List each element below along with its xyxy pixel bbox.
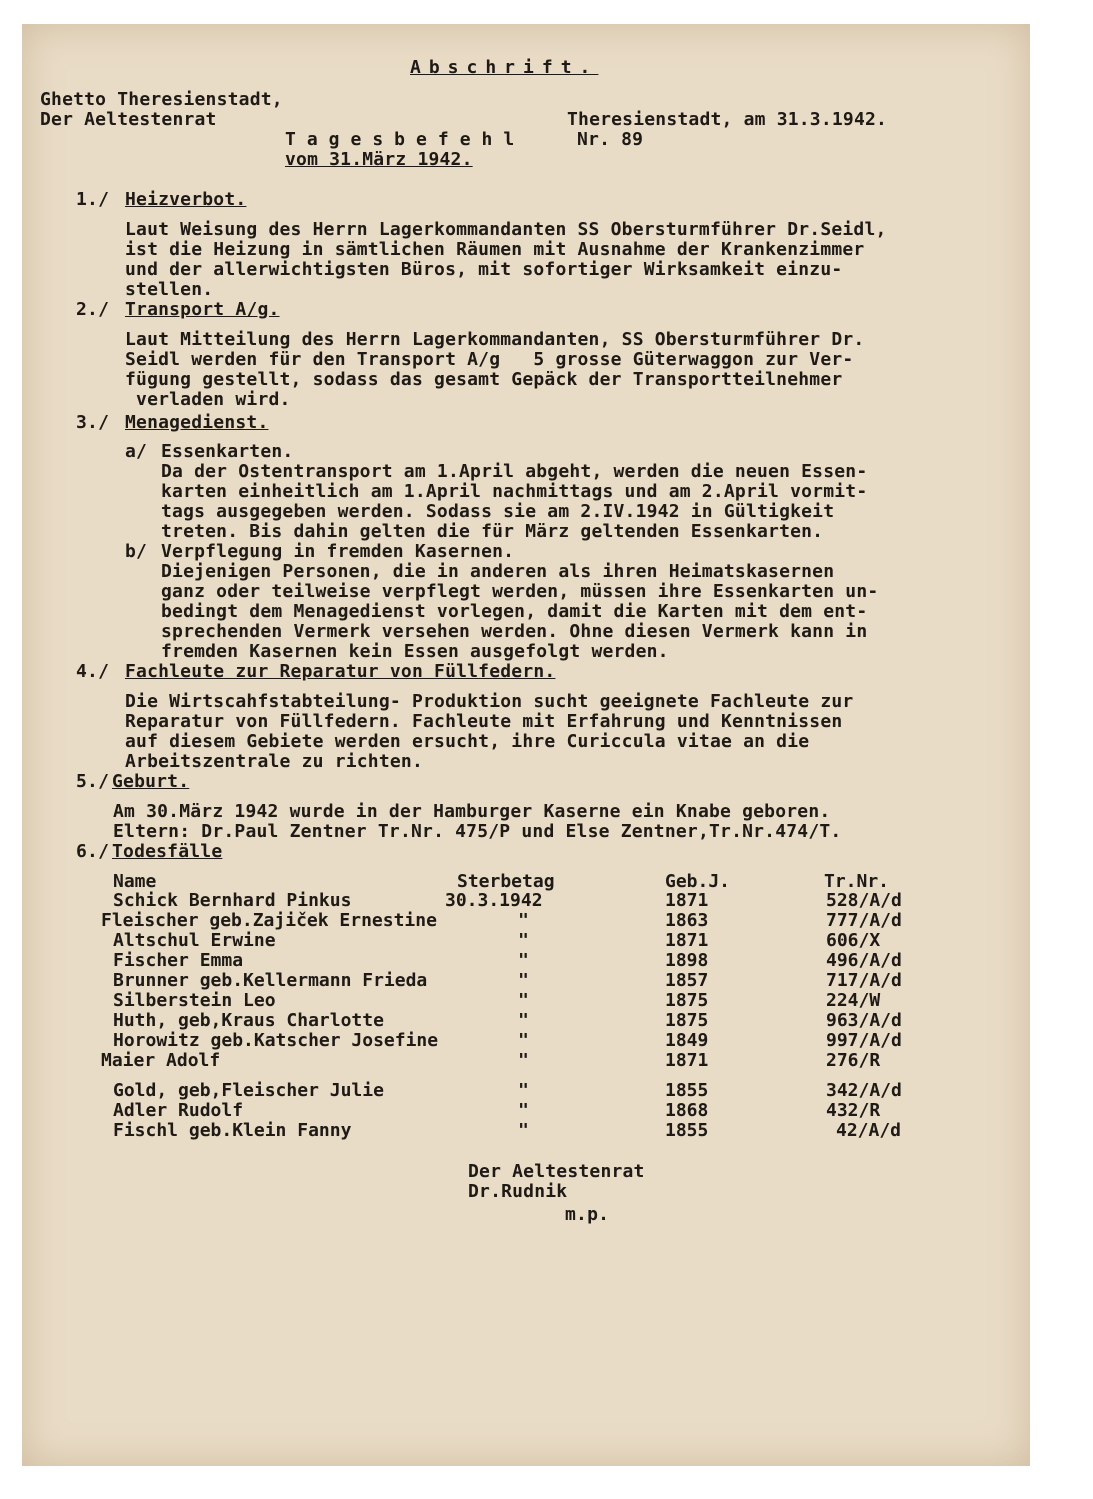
section-number: 3./ [76, 412, 110, 433]
row-birth-year: 1871 [665, 1050, 709, 1071]
sender-line-1: Ghetto Theresienstadt, [40, 89, 283, 110]
table-header-transport-number: Tr.Nr. [824, 871, 890, 892]
row-transport-number: 528/A/d [826, 890, 902, 911]
row-transport-number: 496/A/d [826, 950, 902, 971]
signature-line-3: m.p. [565, 1204, 610, 1225]
row-name: Schick Bernhard Pinkus [113, 890, 352, 911]
row-birth-year: 1855 [665, 1080, 709, 1101]
row-birth-year: 1849 [665, 1030, 709, 1051]
section-number: 2./ [76, 299, 110, 320]
section-heading: Todesfälle [112, 841, 223, 862]
row-birth-year: 1871 [665, 890, 709, 911]
row-name: Maier Adolf [101, 1050, 221, 1071]
row-death-date: " [518, 1030, 529, 1051]
row-death-date: " [518, 1100, 529, 1121]
table-header-name: Name [113, 871, 157, 892]
row-death-date: " [518, 1010, 529, 1031]
text-line: ist die Heizung in sämtlichen Räumen mit Ausnahme der Krankenzimmer [125, 239, 865, 260]
text-line: Am 30.März 1942 wurde in der Hamburger Kaserne ein Knabe geboren. [113, 801, 831, 822]
text-line: treten. Bis dahin gelten die für März geltenden Essenkarten. [161, 521, 824, 542]
row-birth-year: 1875 [665, 990, 709, 1011]
text-line: verladen wird. [125, 389, 291, 410]
text-line: Arbeitszentrale zu richten. [125, 751, 423, 772]
text-line: karten einheitlich am 1.April nachmittags und am 2.April vormit- [161, 481, 868, 502]
section-number: 6./ [76, 841, 110, 862]
place-date: Theresienstadt, am 31.3.1942. [567, 109, 888, 130]
text-line: Laut Weisung des Herrn Lagerkommandanten SS Obersturmführer Dr.Seidl, [125, 219, 887, 240]
section-number: 5./ [76, 771, 110, 792]
text-line: Die Wirtscahfstabteilung- Produktion sucht geeignete Fachleute zur [125, 691, 854, 712]
order-label: Tagesbefehl [285, 129, 526, 150]
row-transport-number: 717/A/d [826, 970, 902, 991]
row-transport-number: 777/A/d [826, 910, 902, 931]
row-death-date: " [518, 1050, 529, 1071]
row-birth-year: 1898 [665, 950, 709, 971]
row-transport-number: 276/R [826, 1050, 881, 1071]
row-transport-number: 997/A/d [826, 1030, 902, 1051]
row-name: Brunner geb.Kellermann Frieda [113, 970, 428, 991]
subsection-label: b/ [125, 541, 148, 562]
row-death-date: " [518, 1080, 529, 1101]
subsection-heading: Verpflegung in fremden Kasernen. [161, 541, 515, 562]
row-name: Gold, geb,Fleischer Julie [113, 1080, 384, 1101]
row-birth-year: 1863 [665, 910, 709, 931]
text-line: Laut Mitteilung des Herrn Lagerkommandanten, SS Obersturmführer Dr. [125, 329, 865, 350]
section-heading: Heizverbot. [125, 189, 247, 210]
row-birth-year: 1875 [665, 1010, 709, 1031]
section-heading: Transport A/g. [125, 299, 280, 320]
text-line: Eltern: Dr.Paul Zentner Tr.Nr. 475/P und Else Zentner,Tr.Nr.474/T. [113, 821, 842, 842]
text-line: fügung gestellt, sodass das gesamt Gepäck der Transportteilnehmer [125, 369, 843, 390]
row-transport-number: 963/A/d [826, 1010, 902, 1031]
row-birth-year: 1868 [665, 1100, 709, 1121]
row-name: Huth, geb,Kraus Charlotte [113, 1010, 384, 1031]
text-line: sprechenden Vermerk versehen werden. Ohne diesen Vermerk kann in [161, 621, 868, 642]
text-line: fremden Kasernen kein Essen ausgefolgt werden. [161, 641, 669, 662]
order-date: vom 31.März 1942. [285, 149, 473, 170]
row-death-date: " [518, 930, 529, 951]
row-transport-number: 42/A/d [836, 1120, 902, 1141]
section-number: 1./ [76, 189, 110, 210]
text-line: und der allerwichtigsten Büros, mit sofortiger Wirksamkeit einzu- [125, 259, 843, 280]
row-birth-year: 1871 [665, 930, 709, 951]
text-line: stellen. [125, 279, 214, 300]
signature-line-2: Dr.Rudnik [468, 1181, 568, 1202]
text-line: ganz oder teilweise verpflegt werden, müssen ihre Essenkarten un- [161, 581, 879, 602]
text-line: Reparatur von Füllfedern. Fachleute mit Erfahrung und Kenntnissen [125, 711, 843, 732]
text-line: auf diesem Gebiete werden ersucht, ihre Curiccula vitae an die [125, 731, 810, 752]
row-death-date: 30.3.1942 [445, 890, 543, 911]
document-title: Abschrift. [410, 57, 599, 78]
row-death-date: " [518, 1120, 529, 1141]
text-line: bedingt dem Menagedienst vorlegen, damit die Karten mit dem ent- [161, 601, 868, 622]
sender-line-2: Der Aeltestenrat [40, 109, 217, 130]
row-transport-number: 342/A/d [826, 1080, 902, 1101]
subsection-label: a/ [125, 441, 148, 462]
row-death-date: " [518, 990, 529, 1011]
subsection-heading: Essenkarten. [161, 441, 294, 462]
text-line: tags ausgegeben werden. Sodass sie am 2.IV.1942 in Gültigkeit [161, 501, 835, 522]
section-number: 4./ [76, 661, 110, 682]
row-death-date: " [518, 950, 529, 971]
row-name: Silberstein Leo [113, 990, 276, 1011]
row-name: Adler Rudolf [113, 1100, 244, 1121]
text-line: Da der Ostentransport am 1.April abgeht, werden die neuen Essen- [161, 461, 868, 482]
section-heading: Fachleute zur Reparatur von Füllfedern. [125, 661, 556, 682]
row-name: Fischl geb.Klein Fanny [113, 1120, 352, 1141]
row-birth-year: 1855 [665, 1120, 709, 1141]
row-transport-number: 224/W [826, 990, 881, 1011]
section-heading: Geburt. [112, 771, 190, 792]
signature-line-1: Der Aeltestenrat [468, 1161, 645, 1182]
row-death-date: " [518, 970, 529, 991]
section-heading: Menagedienst. [125, 412, 269, 433]
order-number: Nr. 89 [577, 129, 644, 150]
row-name: Fischer Emma [113, 950, 244, 971]
row-name: Fleischer geb.Zajiček Ernestine [101, 910, 437, 931]
text-line: Seidl werden für den Transport A/g 5 grosse Güterwaggon zur Ver- [125, 349, 854, 370]
table-header-death-date: Sterbetag [457, 871, 555, 892]
row-name: Altschul Erwine [113, 930, 276, 951]
row-birth-year: 1857 [665, 970, 709, 991]
row-transport-number: 606/X [826, 930, 881, 951]
table-header-birth-year: Geb.J. [665, 871, 731, 892]
row-name: Horowitz geb.Katscher Josefine [113, 1030, 439, 1051]
text-line: Diejenigen Personen, die in anderen als ihren Heimatskasernen [161, 561, 835, 582]
row-death-date: " [518, 910, 529, 931]
row-transport-number: 432/R [826, 1100, 881, 1121]
